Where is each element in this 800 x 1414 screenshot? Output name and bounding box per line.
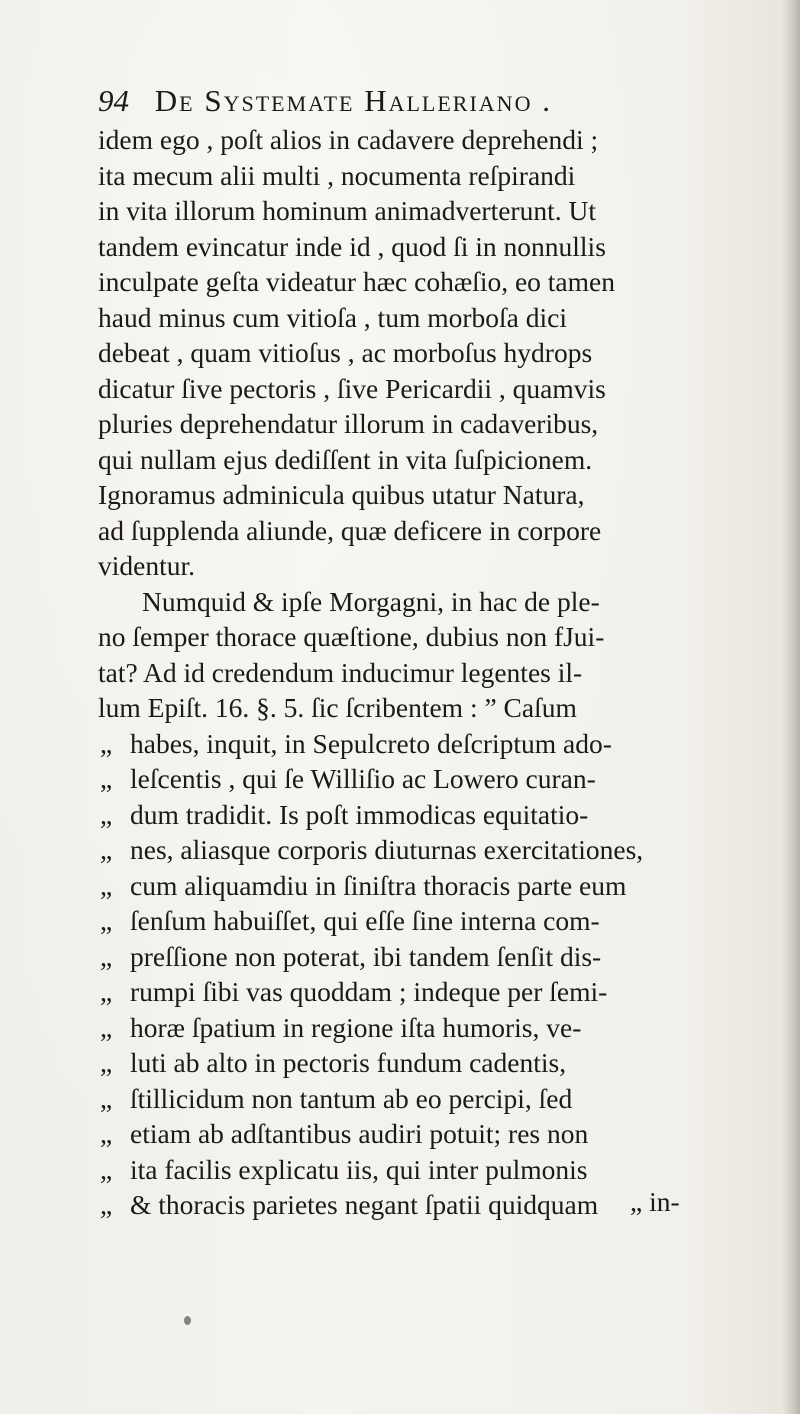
quote-mark: „ xyxy=(100,798,113,830)
quote-mark: „ xyxy=(100,940,113,972)
quote-mark: „ xyxy=(100,1082,113,1114)
quote-line xyxy=(98,761,788,797)
quote-mark: „ xyxy=(100,905,113,936)
page-header xyxy=(98,80,718,122)
text-line: dicatur ſive pectoris , ſive Pericardii , quamvis xyxy=(98,372,606,404)
quote-mark: „ xyxy=(100,1153,113,1185)
quote-text: nes, aliasque corporis diuturnas exercitationes, xyxy=(130,834,644,865)
quote-line xyxy=(98,1187,788,1223)
text-line: Numquid & ipſe Morgagni, in hac de ple- xyxy=(142,585,600,617)
quote-line xyxy=(98,868,788,904)
text-line: Ignoramus adminicula quibus utatur Natura, xyxy=(98,479,585,510)
text-line: pluries deprehendatur illorum in cadaveribus, xyxy=(98,408,599,439)
quote-text: dum tradidit. Is poſt immodicas equitatio- xyxy=(130,798,589,830)
quote-mark: „ xyxy=(100,976,113,1007)
quote-text: ita facilis explicatu iis, qui inter pulmonis xyxy=(130,1153,588,1185)
quote-text: rumpi ſibi vas quoddam ; indeque per ſemi- xyxy=(130,976,608,1007)
quote-line xyxy=(98,726,788,762)
page-number: 94 xyxy=(98,83,129,118)
quote-line xyxy=(98,1045,788,1081)
text-line: videntur. xyxy=(98,550,196,581)
quote-text: ſtillicidum non tantum ab eo percipi, ſed xyxy=(130,1082,573,1114)
quote-line xyxy=(98,1152,788,1188)
quote-line xyxy=(98,1010,788,1046)
quote-text: & thoracis parietes negant ſpatii quidquam xyxy=(130,1189,599,1220)
quote-text: luti ab alto in pectoris fundum cadentis, xyxy=(130,1047,567,1078)
quote-mark: „ xyxy=(100,1047,113,1078)
text-line: tat? Ad id credendum inducimur legentes il- xyxy=(98,656,583,688)
quote-mark: „ xyxy=(100,763,113,794)
quote-line xyxy=(98,797,788,833)
quote-mark: „ xyxy=(100,1189,113,1220)
quote-line xyxy=(98,832,788,868)
quote-text: horæ ſpatium in regione iſta humoris, ve- xyxy=(130,1011,582,1043)
quotation xyxy=(98,726,788,1223)
text-line: ita mecum alii multi , nocumenta reſpirandi xyxy=(98,159,576,191)
quote-mark: „ xyxy=(100,1118,113,1149)
quote-line xyxy=(98,1116,788,1152)
quote-line xyxy=(98,974,788,1010)
ink-spot xyxy=(184,1316,191,1325)
body-text xyxy=(98,122,788,1223)
text-line: haud minus cum vitioſa , tum morboſa dici xyxy=(98,301,567,333)
quote-text: ſenſum habuiſſet, qui eſſe ſine interna com- xyxy=(130,905,600,936)
text-line: tandem evincatur inde id , quod ſi in nonnullis xyxy=(98,230,606,262)
quote-text: habes, inquit, in Sepulcreto deſcriptum ado- xyxy=(130,727,612,759)
quote-mark: „ xyxy=(100,834,113,865)
text-line: lum Epiſt. 16. §. 5. ſic ſcribentem : ” Caſum xyxy=(98,692,577,723)
quote-text: preſſione non poterat, ibi tandem ſenſit dis- xyxy=(130,940,602,972)
catchword: „ in- xyxy=(630,1186,680,1217)
quote-line xyxy=(98,939,788,975)
text-line: in vita illorum hominum animadverterunt. Ut xyxy=(98,195,596,226)
quote-mark: „ xyxy=(100,869,113,901)
quote-text: leſcentis , qui ſe Williſio ac Lowero curan- xyxy=(130,763,596,794)
text-line: no ſemper thorace quæſtione, dubius non fJui- xyxy=(98,621,605,652)
quote-mark: „ xyxy=(100,727,113,759)
quote-text: etiam ab adſtantibus audiri potuit; res non xyxy=(130,1118,589,1149)
text-line: idem ego , poſt alios in cadavere deprehendi ; xyxy=(98,124,599,155)
quote-mark: „ xyxy=(100,1011,113,1043)
text-line: inculpate geſta videatur hæc cohæſio, eo tamen xyxy=(98,266,615,297)
paragraph-2 xyxy=(98,584,788,726)
text-line: ad ſupplenda aliunde, quæ deficere in corpore xyxy=(98,514,602,546)
quote-line xyxy=(98,1081,788,1117)
quote-line xyxy=(98,903,788,939)
paragraph-1 xyxy=(98,122,788,584)
quote-text: cum aliquamdiu in ſiniſtra thoracis parte eum xyxy=(130,869,627,901)
text-line: debeat , quam vitioſus , ac morboſus hydrops xyxy=(98,337,593,368)
running-title: De Systemate Halleriano . xyxy=(154,83,552,118)
text-line: qui nullam ejus dediſſent in vita ſuſpicionem. xyxy=(98,443,593,475)
